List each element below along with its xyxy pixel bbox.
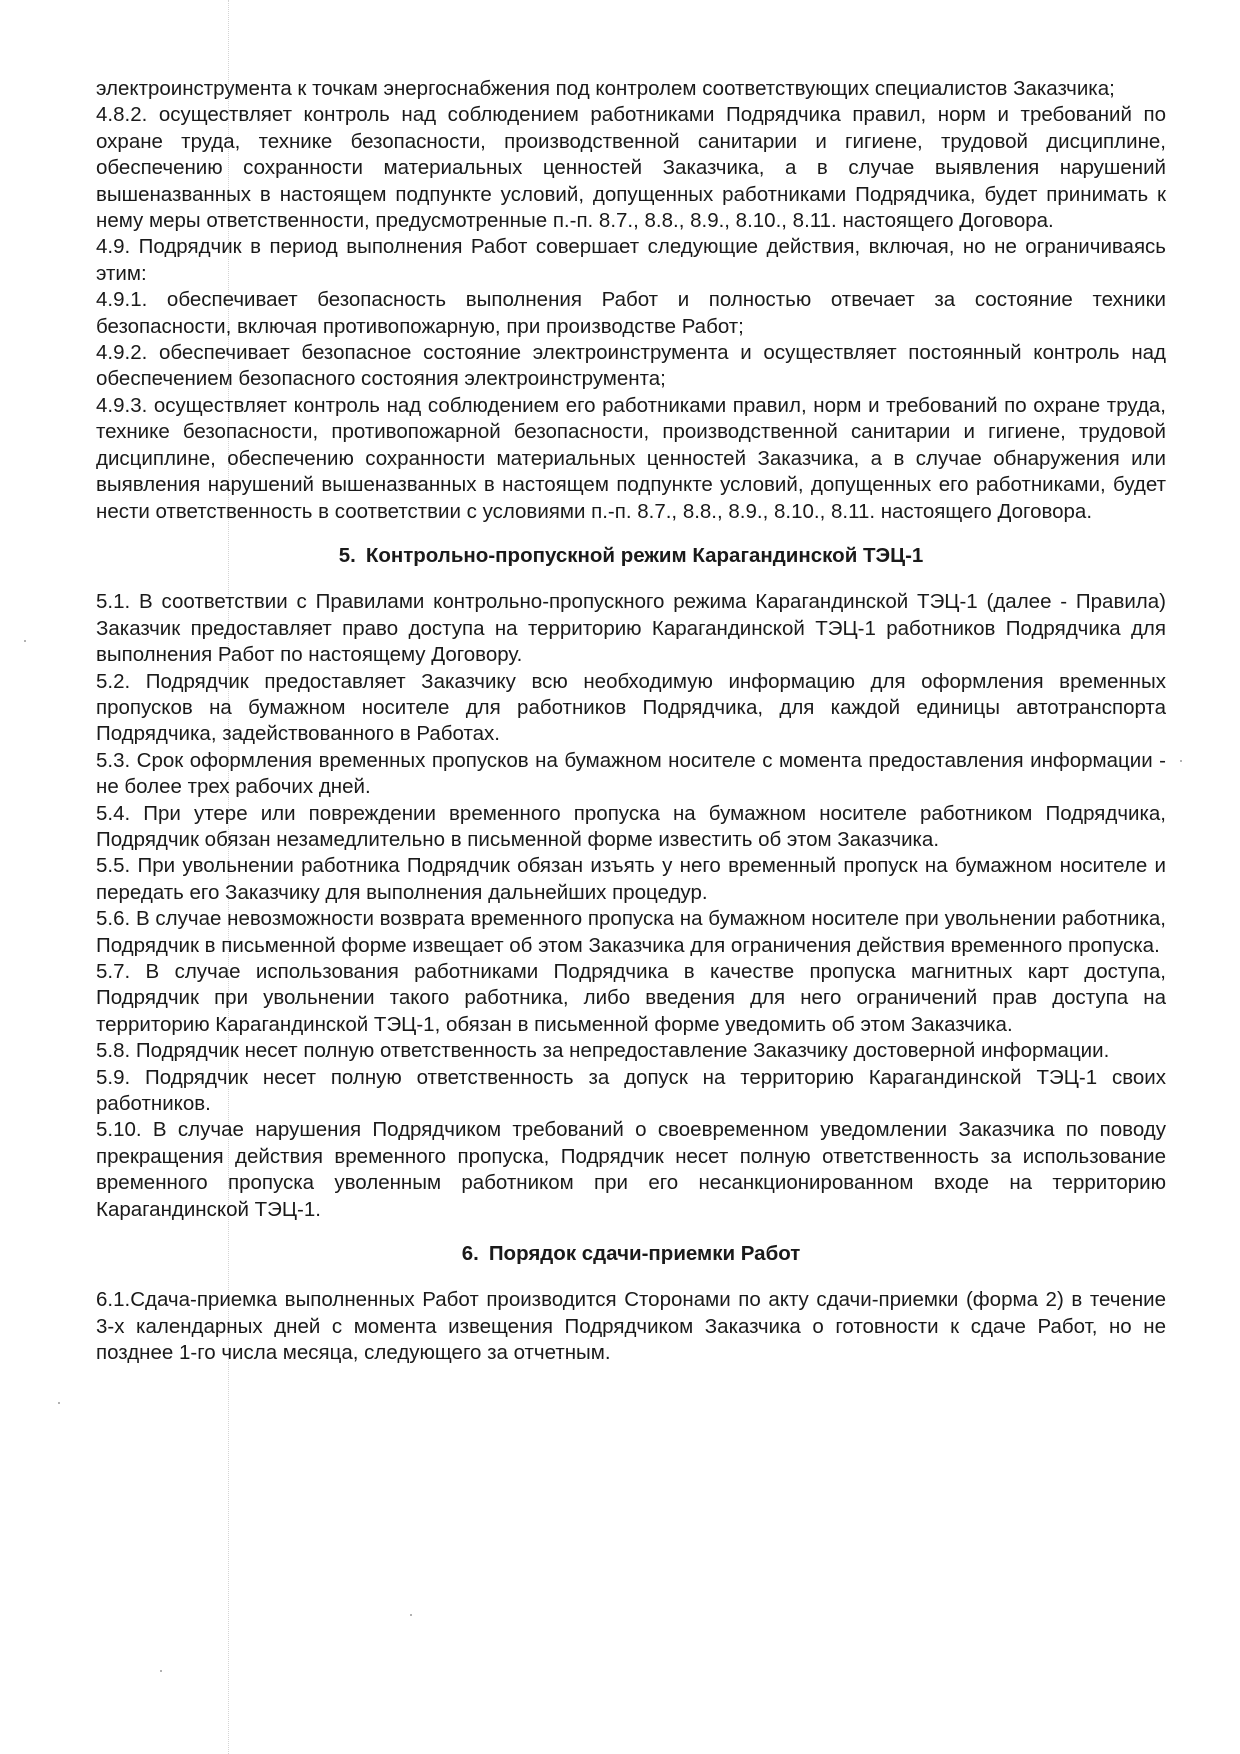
paragraph: 5.6. В случае невозможности возврата временного пропуска на бумажном носителе при увольнении работника, Подрядчик в письменной форме извещает об этом Заказчика для ограничения действия временного пропуска. bbox=[96, 907, 1166, 957]
section-4-continuation bbox=[96, 76, 1166, 525]
section-title: Порядок сдачи-приемки Работ bbox=[488, 1242, 801, 1266]
section-number: 5. bbox=[338, 543, 356, 567]
paragraph: 6.1.Сдача-приемка выполненных Работ производится Сторонами по акту сдачи-приемки (форма 2) в течение 3-х календарных дней с момента извещения Подрядчиком Заказчика о готовности к сдаче Работ, но не позднее 1-го числа месяца, следующего за отчетным. bbox=[96, 1288, 1166, 1365]
scan-speck bbox=[1180, 760, 1182, 762]
section-number: 6. bbox=[461, 1242, 479, 1266]
scan-speck bbox=[410, 1614, 412, 1616]
scan-speck bbox=[24, 640, 26, 642]
paragraph: 5.2. Подрядчик предоставляет Заказчику всю необходимую информацию для оформления временных пропусков на бумажном носителе для работников Подрядчика, для каждой единицы автотранспорта Подрядчика, задействованного в Работах. bbox=[96, 669, 1166, 746]
paragraph: 5.1. В соответствии с Правилами контрольно-пропускного режима Карагандинской ТЭЦ-1 (далее - Правила) Заказчик предоставляет право доступа на территорию Карагандинской ТЭЦ-1 работников Подрядчика для выполнения Работ по настоящему Договору. bbox=[96, 590, 1166, 667]
section-title: Контрольно-пропускной режим Карагандинской ТЭЦ-1 bbox=[365, 543, 924, 567]
paragraph: 5.10. В случае нарушения Подрядчиком требований о своевременном уведомлении Заказчика по поводу прекращения действия временного пропуска, Подрядчик несет полную ответственность за использование временного пропуска уволенным работником при его несанкционированном входе на территорию Карагандинской ТЭЦ-1. bbox=[96, 1118, 1166, 1221]
scan-speck bbox=[160, 1670, 162, 1672]
paragraph: 5.8. Подрядчик несет полную ответственность за непредоставление Заказчику достоверной информации. bbox=[96, 1039, 1110, 1063]
paragraph: 4.9.1. обеспечивает безопасность выполнения Работ и полностью отвечает за состояние техники безопасности, включая противопожарную, при производстве Работ; bbox=[96, 288, 1166, 338]
paragraph: 5.5. При увольнении работника Подрядчик обязан изъять у него временный пропуск на бумажном носителе и передать его Заказчику для выполнения дальнейших процедур. bbox=[96, 854, 1166, 904]
section-5-heading bbox=[96, 543, 1166, 569]
paragraph: 4.8.2. осуществляет контроль над соблюдением работниками Подрядчика правил, норм и требований по охране труда, технике безопасности, производственной санитарии и гигиене, трудовой дисциплине, обеспечению сохранности материальных ценностей Заказчика, а в случае выявления нарушений вышеназванных в настоящем подпункте условий, допущенных работниками Подрядчика, будет принимать к нему меры ответственности, предусмотренные п.-п. 8.7., 8.8., 8.9., 8.10., 8.11. настоящего Договора. bbox=[96, 103, 1166, 233]
paragraph: 4.9. Подрядчик в период выполнения Работ совершает следующие действия, включая, но не ограничиваясь этим: bbox=[96, 235, 1166, 285]
paragraph: 5.9. Подрядчик несет полную ответственность за допуск на территорию Карагандинской ТЭЦ-1 своих работников. bbox=[96, 1065, 1166, 1116]
document-body bbox=[96, 76, 1166, 1367]
section-6-body bbox=[96, 1287, 1166, 1366]
paragraph: 5.3. Срок оформления временных пропусков на бумажном носителе с момента предоставления информации - не более трех рабочих дней. bbox=[96, 748, 1166, 799]
paragraph: 5.7. В случае использования работниками Подрядчика в качестве пропуска магнитных карт доступа, Подрядчик при увольнении такого работника, либо введения для него ограничений прав доступа на территорию Карагандинской ТЭЦ-1, обязан в письменной форме уведомить об этом Заказчика. bbox=[96, 960, 1166, 1036]
section-5-body bbox=[96, 589, 1166, 1223]
paragraph: 5.4. При утере или повреждении временного пропуска на бумажном носителе работником Подрядчика, Подрядчик обязан незамедлительно в письменной форме известить об этом Заказчика. bbox=[96, 801, 1166, 851]
section-6-heading bbox=[96, 1241, 1166, 1267]
scan-speck bbox=[58, 1402, 60, 1404]
paragraph: электроинструмента к точкам энергоснабжения под контролем соответствующих специалистов Заказчика; bbox=[96, 77, 1115, 100]
paragraph: 4.9.3. осуществляет контроль над соблюдением его работниками правил, норм и требований по охране труда, технике безопасности, противопожарной безопасности, производственной санитарии и гигиене, трудовой дисциплине, обеспечению сохранности материальных ценностей Заказчика, а в случае обнаружения или выявления нарушений вышеназванных в настоящем подпункте условий, допущенных его работниками, будет нести ответственность в соответствии с условиями п.-п. 8.7., 8.8., 8.9., 8.10., 8.11. настоящего Договора. bbox=[96, 393, 1166, 523]
paragraph: 4.9.2. обеспечивает безопасное состояние электроинструмента и осуществляет постоянный контроль над обеспечением безопасного состояния электроинструмента; bbox=[96, 341, 1166, 391]
